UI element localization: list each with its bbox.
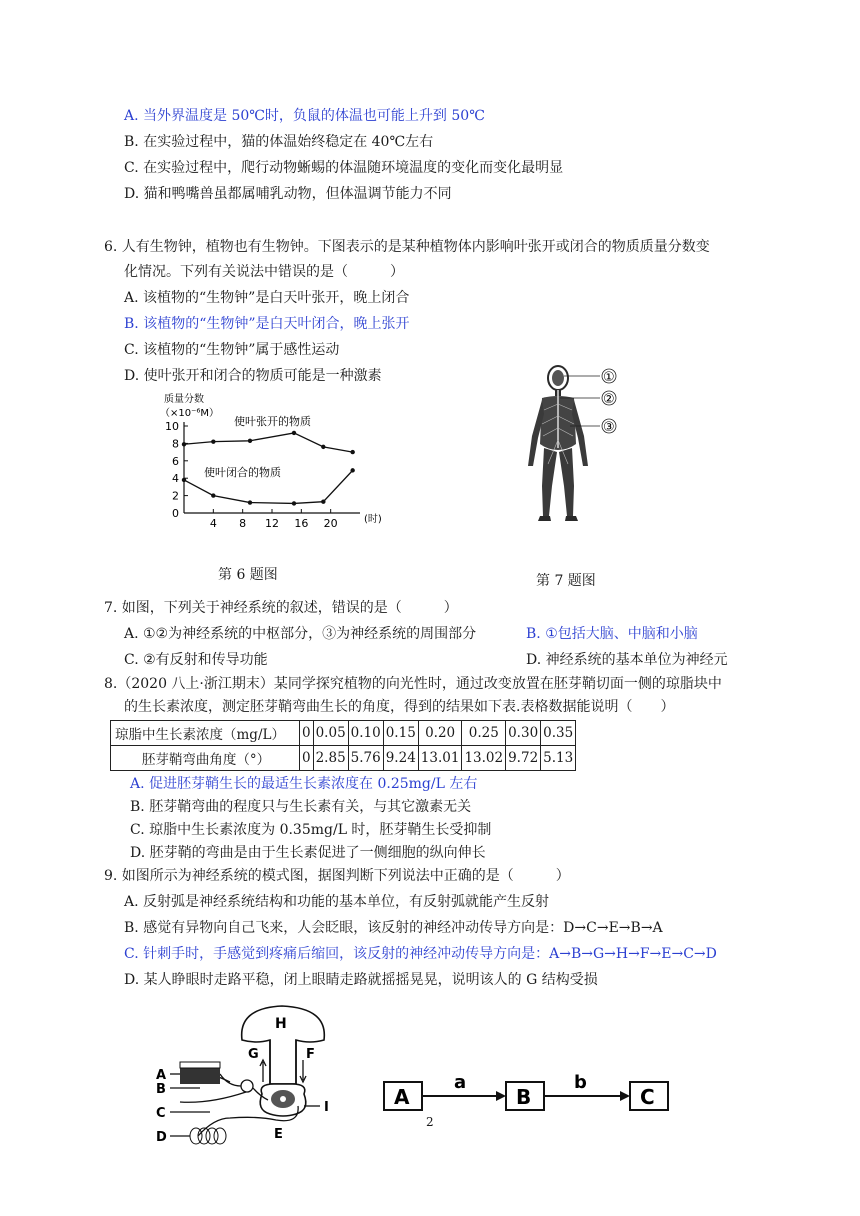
chart-data-point <box>182 442 186 446</box>
q6-figure-caption: 第 6 题图 <box>218 567 278 583</box>
diagram-label-i: I <box>324 1100 329 1115</box>
chart-series-label: 使叶张开的物质 <box>234 415 311 428</box>
chart-x-tick-label: 16 <box>294 517 309 530</box>
table-cell: 13.02 <box>462 746 506 771</box>
table-cell: 13.01 <box>418 746 462 771</box>
table-cell: 9.24 <box>383 746 418 771</box>
table-row <box>111 746 576 771</box>
q8-option-d: D. 胚芽鞘的弯曲是由于生长素促进了一侧细胞的纵向伸长 <box>130 845 486 861</box>
chart-y-tick-label: 8 <box>172 437 179 451</box>
q9-option-a: A. 反射弧是神经系统结构和功能的基本单位，有反射弧就能产生反射 <box>124 894 550 910</box>
chart-xunit: (时) <box>364 514 382 525</box>
chart-x-tick-label: 4 <box>209 517 217 530</box>
q8-option-b: B. 胚芽鞘弯曲的程度只与生长素有关，与其它激素无关 <box>130 799 472 815</box>
chart-data-point <box>211 439 215 443</box>
flow-box-c-label: C <box>640 1085 655 1109</box>
q6-option-a: A. 该植物的“生物钟”是白天叶张开，晚上闭合 <box>124 290 410 306</box>
q8-option-c: C. 琼脂中生长素浓度为 0.35mg/L 时，胚芽鞘生长受抑制 <box>130 822 492 838</box>
arrow-a-icon <box>496 1091 506 1101</box>
table-cell: 0.25 <box>462 721 506 746</box>
chart-data-point <box>292 501 296 505</box>
q7-nervous-system-figure <box>518 364 728 528</box>
q7-stem: 7. 如图，下列关于神经系统的叙述，错误的是（ ） <box>104 600 458 616</box>
chart-data-point <box>248 500 252 504</box>
q9-option-c: C. 针刺手时，手感觉到疼痛后缩回，该反射的神经冲动传导方向是：A→B→G→H→F→E→C→D <box>124 946 717 962</box>
q8-option-a: A. 促进胚芽鞘生长的最适生长素浓度在 0.25mg/L 左右 <box>130 776 478 792</box>
chart-y-tick-label: 0 <box>172 507 179 520</box>
table-row <box>111 721 576 746</box>
table-cell: 9.72 <box>506 746 541 771</box>
q8-stem-line1: 8.（2020 八上·浙江期末）某同学探究植物的向光性时，通过改变放置在胚芽鞘切面一侧的琼脂块中 <box>104 676 722 692</box>
q5-option-b: B. 在实验过程中，猫的体温始终稳定在 40℃左右 <box>124 134 434 150</box>
q7-option-a: A. ①②为神经系统的中枢部分，③为神经系统的周围部分 <box>124 626 477 642</box>
diagram-label-b: B <box>156 1082 166 1097</box>
chart-ylabel: 质量分数 <box>164 394 204 405</box>
table-cell: 2.85 <box>313 746 348 771</box>
chart-data-point <box>350 450 354 454</box>
table-cell: 5.76 <box>348 746 383 771</box>
chart-y-tick-label: 2 <box>172 489 179 503</box>
table-cell: 0 <box>300 746 314 771</box>
table-cell: 0.05 <box>313 721 348 746</box>
q7-label-1: ① <box>603 370 615 385</box>
table-cell: 5.13 <box>541 746 576 771</box>
diagram-label-d: D <box>156 1130 167 1145</box>
q6-option-d: D. 使叶张开和闭合的物质可能是一种激素 <box>124 368 382 384</box>
arrow-a-label: a <box>454 1072 467 1093</box>
q9-stem: 9. 如图所示为神经系统的模式图，据图判断下列说法中正确的是（ ） <box>104 868 570 884</box>
q7-label-3: ③ <box>603 420 615 435</box>
chart-data-point <box>211 493 215 497</box>
chart-series-label: 使叶闭合的物质 <box>204 466 281 479</box>
chart-data-point <box>321 445 325 449</box>
chart-data-point <box>248 439 252 443</box>
chart-data-point <box>350 468 354 472</box>
arrow-b-icon <box>620 1091 630 1101</box>
q7-option-c: C. ②有反射和传导功能 <box>124 652 268 668</box>
q6-stem-line1: 6. 人有生物钟，植物也有生物钟。下图表示的是某种植物体内影响叶张开或闭合的物质质量分数变 <box>104 239 710 255</box>
q5-option-a: A. 当外界温度是 50℃时，负鼠的体温也可能上升到 50℃ <box>124 108 485 124</box>
chart-series-line <box>184 433 353 452</box>
chart-data-point <box>182 478 186 482</box>
q6-option-b: B. 该植物的“生物钟”是白天叶闭合，晚上张开 <box>124 316 410 332</box>
diagram-label-h: H <box>275 1016 287 1032</box>
q6-stem-line2: 化情况。下列有关说法中错误的是（ ） <box>124 264 404 280</box>
q8-stem-line2: 的生长素浓度，测定胚芽鞘弯曲生长的角度，得到的结果如下表.表格数据能说明（ ） <box>124 699 675 715</box>
q9-option-d: D. 某人睁眼时走路平稳，闭上眼睛走路就摇摇晃晃，说明该人的 G 结构受损 <box>124 972 598 988</box>
table-cell: 0.15 <box>383 721 418 746</box>
table-cell: 0.10 <box>348 721 383 746</box>
arrow-b-label: b <box>574 1072 587 1093</box>
q9-reflex-arc-diagram <box>150 1000 350 1154</box>
chart-x-tick-label: 20 <box>323 517 338 530</box>
chart-x-tick-label: 8 <box>239 517 247 530</box>
q7-figure-caption: 第 7 题图 <box>536 573 596 589</box>
table-row-header: 胚芽鞘弯曲角度（°） <box>111 746 300 771</box>
diagram-label-g: G <box>248 1047 259 1062</box>
q8-data-table <box>110 720 576 771</box>
q7-label-2: ② <box>603 392 615 407</box>
chart-data-point <box>321 499 325 503</box>
flow-box-a-label: A <box>394 1085 410 1109</box>
abc-flow-diagram <box>376 1072 676 1120</box>
diagram-label-e: E <box>274 1127 283 1142</box>
flow-box-b-label: B <box>516 1085 532 1109</box>
q6-line-chart <box>150 388 400 536</box>
q7-option-d: D. 神经系统的基本单位为神经元 <box>526 652 728 668</box>
table-cell: 0 <box>300 721 314 746</box>
q5-option-c: C. 在实验过程中，爬行动物蜥蜴的体温随环境温度的变化而变化最明显 <box>124 160 564 176</box>
q5-option-d: D. 猫和鸭嘴兽虽都属哺乳动物，但体温调节能力不同 <box>124 186 452 202</box>
diagram-label-f: F <box>306 1047 315 1062</box>
table-cell: 0.20 <box>418 721 462 746</box>
q7-option-b: B. ①包括大脑、中脑和小脑 <box>526 626 698 642</box>
chart-data-point <box>292 431 296 435</box>
q6-option-c: C. 该植物的“生物钟”属于感性运动 <box>124 342 340 358</box>
diagram-label-c: C <box>156 1106 166 1121</box>
chart-x-tick-label: 12 <box>265 517 279 530</box>
diagram-label-a: A <box>156 1068 167 1083</box>
chart-y-tick-label: 10 <box>165 420 179 433</box>
table-cell: 0.30 <box>506 721 541 746</box>
table-cell: 0.35 <box>541 721 576 746</box>
chart-y-tick-label: 6 <box>172 454 179 468</box>
q9-option-b: B. 感觉有异物向自己飞来，人会眨眼，该反射的神经冲动传导方向是：D→C→E→B→A <box>124 920 663 936</box>
page-number: 2 <box>426 1115 434 1129</box>
chart-yunit: （×10⁻⁶M） <box>160 408 220 419</box>
table-row-header: 琼脂中生长素浓度（mg/L） <box>111 721 300 746</box>
chart-y-tick-label: 4 <box>172 472 179 486</box>
